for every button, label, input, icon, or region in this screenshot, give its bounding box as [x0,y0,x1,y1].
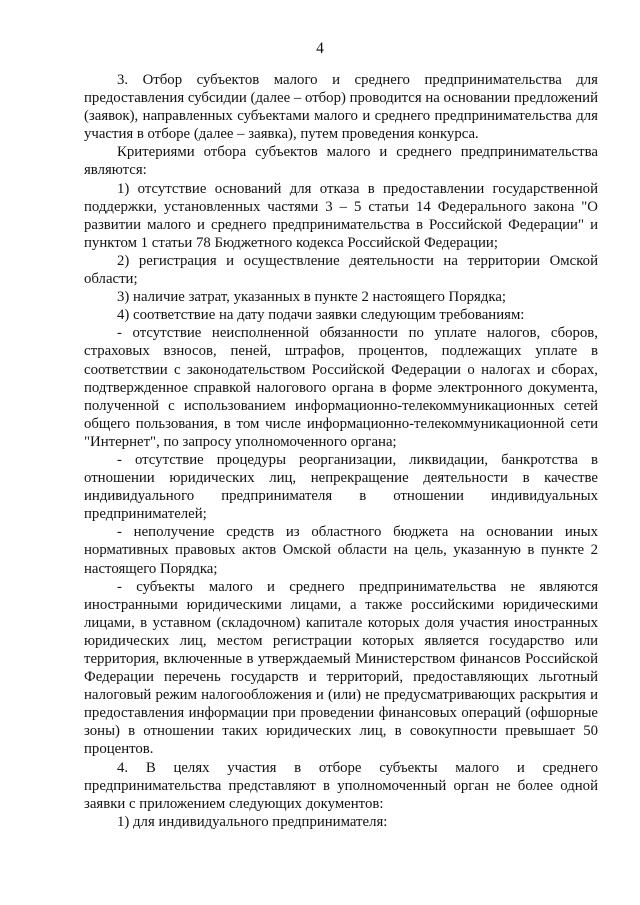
document-body [84,71,598,831]
paragraph-application-documents: 4. В целях участия в отборе субъекты малого и среднего предпринимательства представляют в уполномоченный орган не более одной заявки с приложением следующих документов: [84,759,598,812]
paragraph-requirement-foreign: - субъекты малого и среднего предпринимательства не являются иностранными юридическими лицами, а также российскими юридическими лицами, в уставном (складочном) капитале которых доля участия иностранных юридических лиц, местом регистрации которых является государство или территория, включенные в утверждаемый Министерством финансов Российской Федерации перечень государств и территорий, предоставляющих льготный налоговый режим налогообложения и (или) не предусматривающих раскрытия и предоставления информации при проведении финансовых операций (офшорные зоны) в отношении таких юридических лиц, в совокупности превышает 50 процентов. [84,578,598,758]
paragraph-requirement-reorganization: - отсутствие процедуры реорганизации, ликвидации, банкротства в отношении юридических лиц, непрекращение деятельности в качестве индивидуального предпринимателя в отношении индивидуальных предпринимателей; [84,451,598,523]
paragraph-criterion-4: 4) соответствие на дату подачи заявки следующим требованиям: [117,307,525,324]
paragraph-criterion-3: 3) наличие затрат, указанных в пункте 2 настоящего Порядка; [117,289,507,306]
paragraph-individual-entrepreneur: 1) для индивидуального предпринимателя: [117,813,388,830]
paragraph-requirement-taxes: - отсутствие неисполненной обязанности по уплате налогов, сборов, страховых взносов, пеней, штрафов, процентов, подлежащих уплате в соответствии с законодательством Российской Федерации о налогах и сборах, подтвержденное справкой налогового органа в форме электронного документа, полученной с использованием информационно-телекоммуникационных сетей общего пользования, в том числе информационно-телекоммуникационной сети "Интернет", по запросу уполномоченного органа; [84,325,598,450]
paragraph-criterion-2: 2) регистрация и осуществление деятельности на территории Омской области; [84,252,598,288]
paragraph-criterion-1: 1) отсутствие оснований для отказа в предоставлении государственной поддержки, установленных частями 3 – 5 статьи 14 Федерального закона "О развитии малого и среднего предпринимательства в Российской Федерации" и пунктом 1 статьи 78 Бюджетного кодекса Российской Федерации; [84,180,598,251]
paragraph-requirement-no-funds: - неполучение средств из областного бюджета на основании иных нормативных правовых актов Омской области на цель, указанную в пункте 2 настоящего Порядка; [84,524,598,577]
paragraph-criteria-intro: Критериями отбора субъектов малого и среднего предпринимательства являются: [84,144,598,179]
page-number: 4 [316,40,324,57]
paragraph-selection-procedure: 3. Отбор субъектов малого и среднего предпринимательства для предоставления субсидии (далее – отбор) проводится на основании предложений (заявок), направленных субъектами малого и среднего предпринимательства для участия в отборе (далее – заявка), путем проведения конкурса. [84,72,598,143]
